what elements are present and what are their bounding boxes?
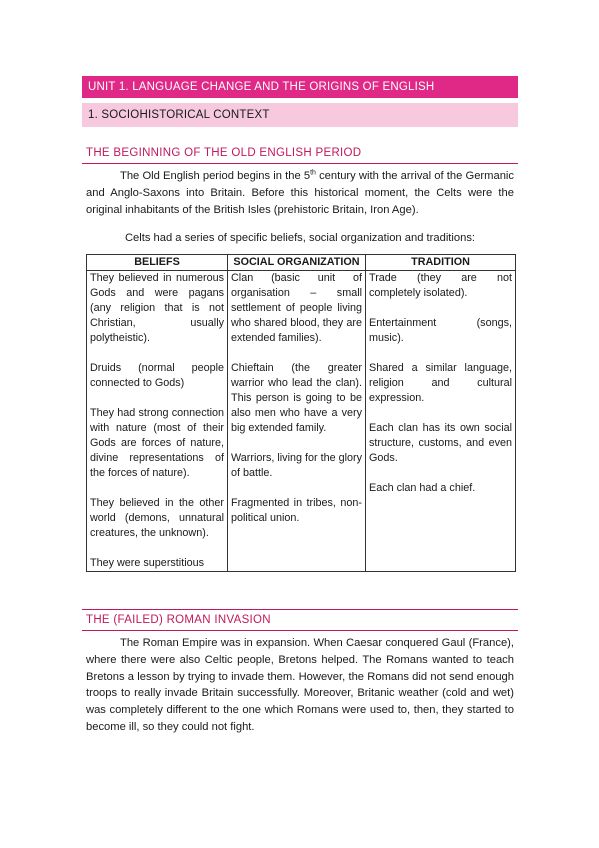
header-beliefs: BELIEFS	[87, 255, 228, 271]
social-item: Chieftain (the greater warrior who lead the clan). This person is going to be also men who have a very big extended family.	[231, 362, 362, 434]
header-social-organization: SOCIAL ORGANIZATION	[228, 255, 366, 271]
unit-heading-bar: UNIT 1. LANGUAGE CHANGE AND THE ORIGINS OF ENGLISH	[82, 76, 518, 98]
tradition-item: Entertainment (songs, music).	[369, 317, 512, 344]
section-title-old-english: THE BEGINNING OF THE OLD ENGLISH PERIOD	[86, 147, 362, 159]
belief-item: They had strong connection with nature (most of their Gods are forces of nature, divine representations of the forces of nature).	[90, 407, 224, 479]
social-organization-cell	[228, 271, 366, 572]
table-row	[87, 271, 516, 572]
section-divider	[82, 609, 518, 610]
roman-invasion-paragraph	[86, 635, 514, 736]
tradition-item: Each clan had a chief.	[369, 482, 476, 494]
roman-invasion-text: The Roman Empire was in expansion. When Caesar conquered Gaul (France), where there were also Celtic people, Bretons helped. The Romans wanted to teach Bretons a lesson by trying to invade them. However, the Romans did not send enough troops to really invade Britain successfully. Moreover, Britanic weather (cold and wet) was completely different to the one which Romans were used to, then, they started to become ill, so they could not fight.	[86, 637, 514, 733]
header-tradition: TRADITION	[366, 255, 516, 271]
tradition-item: Trade (they are not completely isolated).	[369, 272, 512, 299]
section-title-roman-invasion: THE (FAILED) ROMAN INVASION	[86, 614, 271, 626]
social-item: Warriors, living for the glory of battle.	[231, 452, 362, 479]
old-english-paragraph	[86, 168, 514, 218]
subsection-heading-bar: 1. SOCIOHISTORICAL CONTEXT	[82, 103, 518, 127]
celts-intro-text: Celts had a series of specific beliefs, social organization and traditions:	[124, 232, 476, 244]
belief-item: They believed in numerous Gods and were pagans (any religion that is not Christian, usually polytheistic).	[90, 272, 224, 344]
social-item: Fragmented in tribes, non-political union.	[231, 497, 362, 524]
social-item: Clan (basic unit of organisation – small settlement of people living who shared blood, they are extended families).	[231, 272, 362, 344]
superscript-th: th	[310, 169, 316, 177]
belief-item: Druids (normal people connected to Gods)	[90, 362, 224, 389]
table-header-row	[87, 255, 516, 271]
tradition-item: Each clan has its own social structure, customs, and even Gods.	[369, 422, 512, 464]
tradition-cell	[366, 271, 516, 572]
paragraph-text-start: The Old English period begins in the 5	[120, 170, 311, 182]
section-divider	[82, 163, 518, 164]
section-divider	[82, 630, 518, 631]
belief-item: They believed in the other world (demons, unnatural creatures, the unknown).	[90, 497, 224, 539]
celts-table	[86, 254, 516, 572]
tradition-item: Shared a similar language, religion and cultural expression.	[369, 362, 512, 404]
belief-item: They were superstitious	[90, 557, 205, 569]
beliefs-cell	[87, 271, 228, 572]
paragraph-text-end: century with the arrival of the Germanic and Anglo-Saxons into Britain. Before this historical moment, the Celts were the original inhabitants of the British Isles (prehistoric Britain, Iron Age).	[86, 170, 514, 216]
